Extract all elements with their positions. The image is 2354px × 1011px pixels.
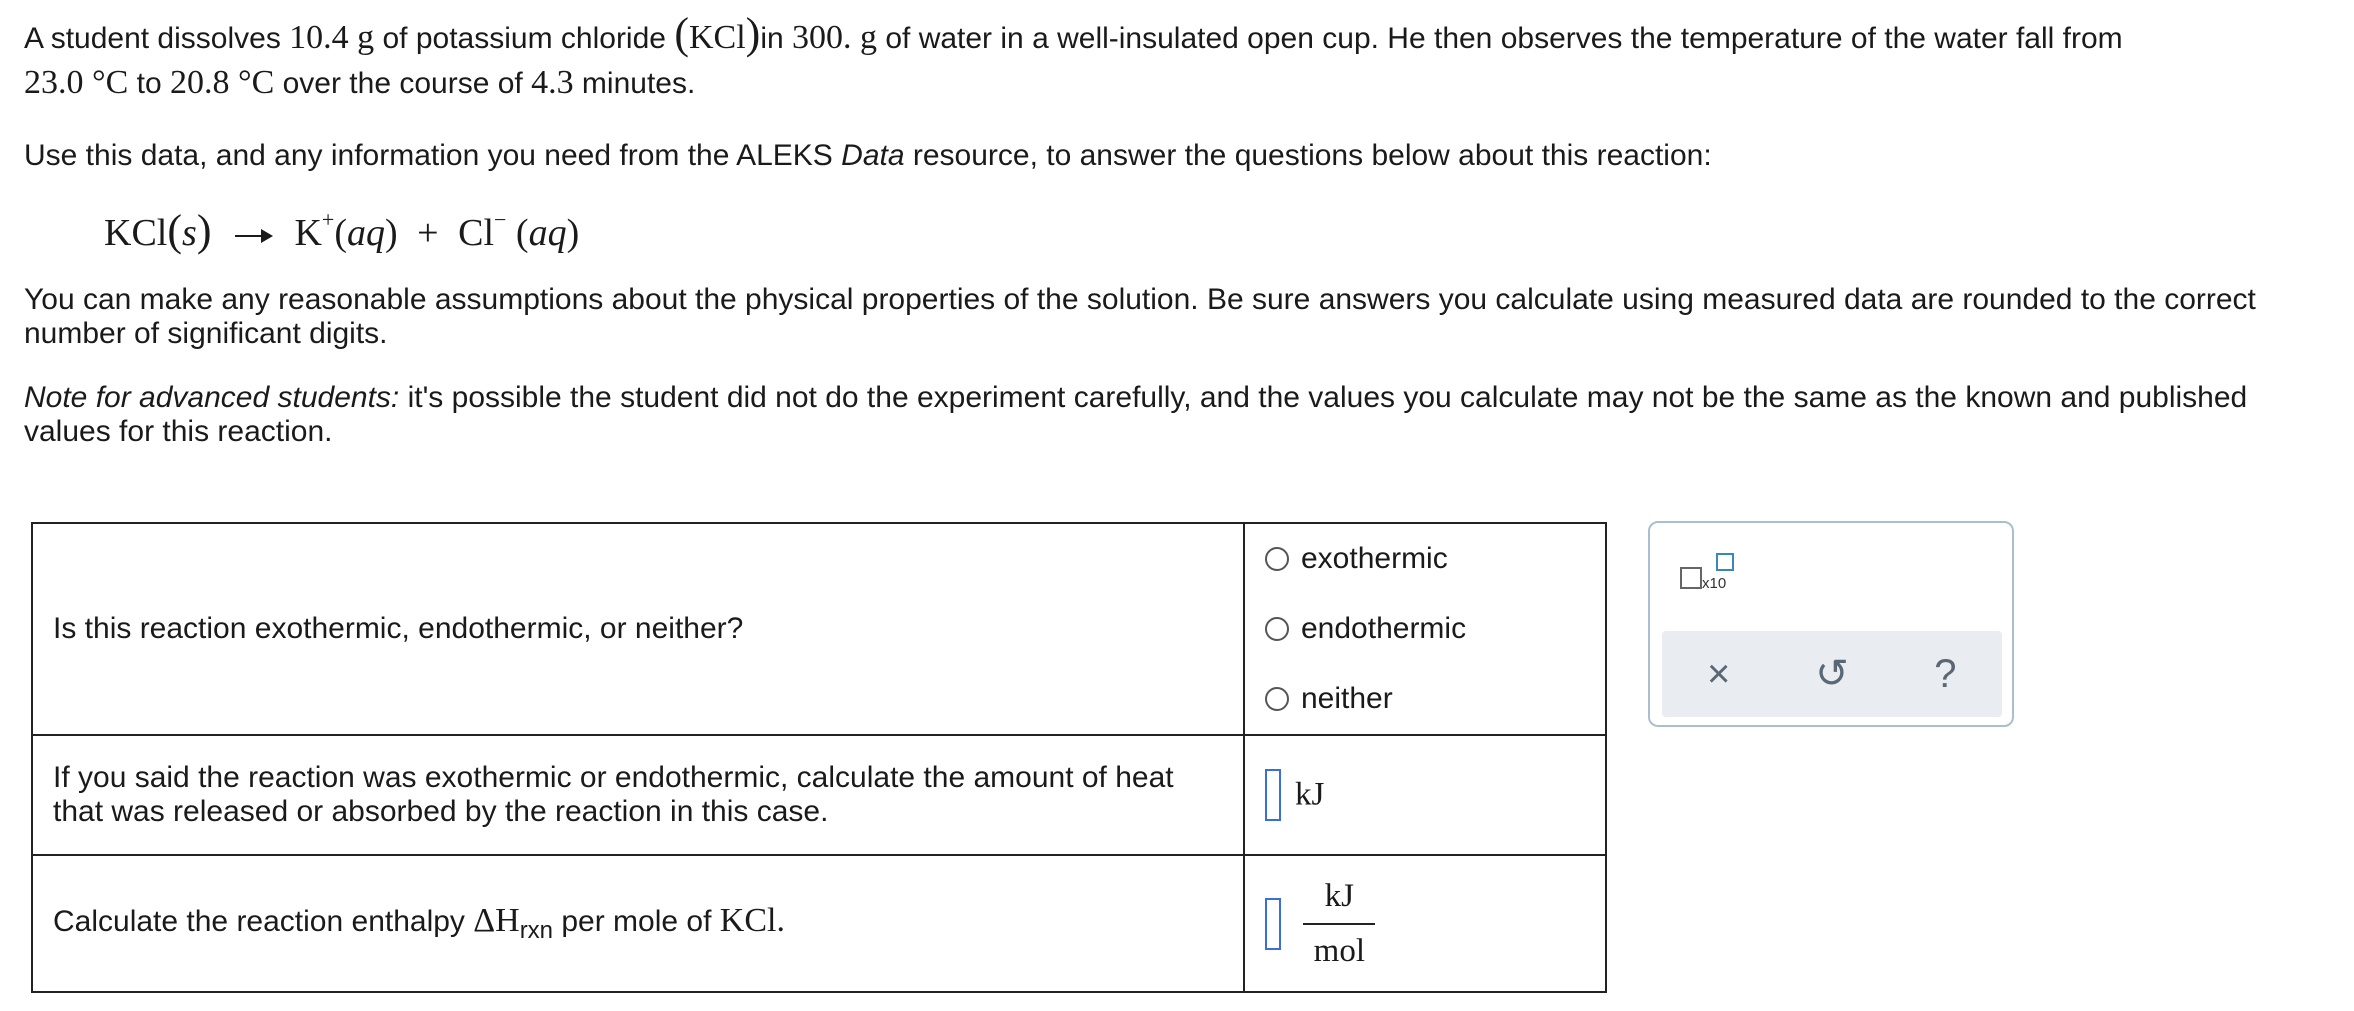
question-reaction-type: Is this reaction exothermic, endothermic, or neither?: [32, 523, 1244, 735]
option-exothermic[interactable]: exothermic: [1265, 524, 1585, 594]
mantissa-box-icon: [1680, 567, 1702, 589]
reaction-equation: KCl(s) K+(aq) + Cl− (aq): [104, 206, 580, 255]
undo-icon: ↺: [1815, 652, 1849, 696]
radio-endothermic[interactable]: [1265, 617, 1289, 641]
assumptions-text: You can make any reasonable assumptions about the physical properties of the solution. Be sure answers you calculate using measured data are rounded to the correct number of significant digits.: [24, 283, 2256, 350]
heat-answer-cell: [1244, 735, 1606, 855]
reaction-arrow-icon: [235, 235, 271, 237]
question-heat: If you said the reaction was exothermic or endothermic, calculate the amount of heat that was released or absorbed by the reaction in this case.: [32, 735, 1244, 855]
problem-intro-line2: 23.0 °C to 20.8 °C over the course of 4.3 minutes.: [24, 64, 696, 101]
enthalpy-answer-input[interactable]: [1265, 898, 1281, 950]
heat-answer-input[interactable]: [1265, 769, 1281, 821]
help-button[interactable]: [1915, 644, 1975, 704]
advanced-note: Note for advanced students: it's possible the student did not do the experiment carefully, and the values you calculate may not be the same as the known and published values for this reaction.: [24, 381, 2248, 448]
radio-exothermic[interactable]: [1265, 547, 1289, 571]
help-icon: ?: [1934, 651, 1957, 696]
question-row-heat: [32, 735, 1606, 855]
clear-button[interactable]: [1689, 644, 1749, 704]
palette-actions: [1662, 631, 2002, 717]
unit-kj: kJ: [1295, 776, 1325, 813]
reaction-type-options: [1244, 523, 1606, 735]
answer-tool-palette: [1648, 521, 2014, 727]
use-data-instruction: Use this data, and any information you need from the ALEKS Data resource, to answer the questions below about this reaction:: [24, 139, 1712, 172]
exponent-box-icon: [1716, 553, 1734, 571]
option-endothermic[interactable]: endothermic: [1265, 594, 1585, 664]
note-label: Note for advanced students:: [24, 381, 400, 414]
problem-intro: A student dissolves 10.4 g of potassium chloride (KCl)in 300. g of water in a well-insulated open cup. He then observes the temperature of the water fall from: [24, 9, 2123, 58]
question-enthalpy: Calculate the reaction enthalpy $\Delta H_{rxn}$ per mole of KCl.: [32, 855, 1244, 992]
question-row-reaction-type: [32, 523, 1606, 735]
close-icon: ×: [1706, 651, 1731, 696]
radio-neither[interactable]: [1265, 687, 1289, 711]
data-resource-word: Data: [841, 139, 905, 172]
question-table: [31, 522, 1607, 993]
question-row-enthalpy: [32, 855, 1606, 992]
x10-exponent-button[interactable]: x10: [1680, 553, 1750, 603]
enthalpy-answer-cell: [1244, 855, 1606, 992]
unit-kj-per-mol: $\frac{kJ}{\text{mol}}$: [1303, 878, 1375, 970]
option-neither[interactable]: neither: [1265, 664, 1585, 734]
undo-button[interactable]: [1802, 644, 1862, 704]
